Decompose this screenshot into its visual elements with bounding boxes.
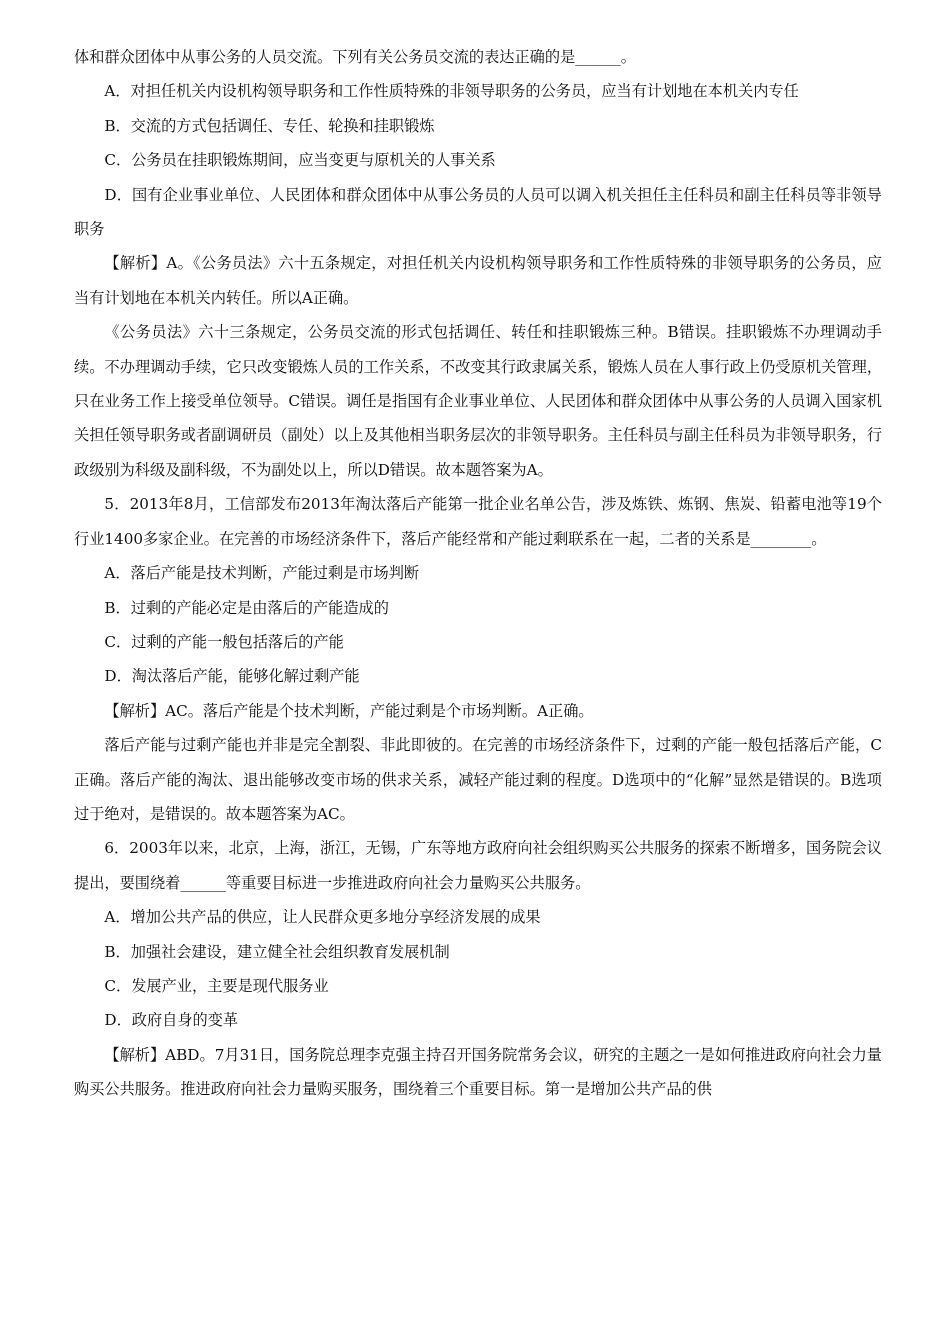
q6-option-b: B．加强社会建设，建立健全社会组织教育发展机制 (104, 942, 450, 961)
q6-option-c: C．发展产业，主要是现代服务业 (104, 976, 329, 995)
q5-option-c: C．过剩的产能一般包括落后的产能 (104, 632, 344, 651)
q6-analysis: 【解析】ABD。7月31日，国务院总理李克强主持召开国务院常务会议，研究的主题之一是如何推进政府向社会力量购买公共服务。推进政府向社会力量购买服务，围绕着三个重要目标。第一是增加公共产品的供 (74, 1045, 882, 1099)
q4-option-d: D．国有企业事业单位、人民团体和群众团体中从事公务员的人员可以调入机关担任主任科员和副主任科员等非领导职务 (74, 185, 882, 239)
q5-stem: 5．2013年8月，工信部发布2013年淘汰落后产能第一批企业名单公告，涉及炼铁、炼钢、焦炭、铅蓄电池等19个行业1400多家企业。在完善的市场经济条件下，落后产能经常和产能过剩联系在一起，二者的关系是________。 (74, 495, 882, 548)
document-page (74, 40, 882, 1107)
q5-option-d: D．淘汰落后产能，能够化解过剩产能 (104, 667, 360, 686)
q5-analysis-detail: 落后产能与过剩产能也并非是完全割裂、非此即彼的。在完善的市场经济条件下，过剩的产能一般包括落后产能，C正确。落后产能的淘汰、退出能够改变市场的供求关系，减轻产能过剩的程度。D选项中的“化解”显然是错误的。B选项过于绝对，是错误的。故本题答案为AC。 (74, 736, 882, 823)
q4-option-b: B．交流的方式包括调任、专任、轮换和挂职锻炼 (104, 116, 435, 135)
q5-option-a: A．落后产能是技术判断，产能过剩是市场判断 (104, 564, 420, 583)
q4-analysis: 【解析】A。《公务员法》六十五条规定，对担任机关内设机构领导职务和工作性质特殊的非领导职务的公务员，应当有计划地在本机关内转任。所以A正确。 (74, 254, 882, 307)
q6-option-d: D．政府自身的变革 (104, 1011, 239, 1030)
q5-option-b: B．过剩的产能必定是由落后的产能造成的 (104, 598, 389, 617)
q5-analysis: 【解析】AC。落后产能是个技术判断，产能过剩是个市场判断。A正确。 (104, 701, 594, 720)
q4-analysis-detail: 《公务员法》六十三条规定，公务员交流的形式包括调任、转任和挂职锻炼三种。B错误。挂职锻炼不办理调动手续。不办理调动手续，它只改变锻炼人员的工作关系，不改变其行政隶属关系，锻炼人员在人事行政上仍受原机关管理，只在业务工作上接受单位领导。C错误。调任是指国有企业事业单位、人民团体和群众团体中从事公务的人员调入国家机关担任领导职务或者副调研员（副处）以上及其他相当职务层次的非领导职务。主任科员与副主任科员为非领导职务，行政级别为科级及副科级，不为副处以上，所以D错误。故本题答案为A。 (74, 323, 882, 479)
q4-stem-tail: 体和群众团体中从事公务的人员交流。下列有关公务员交流的表达正确的是______。 (74, 48, 636, 66)
q4-option-c: C．公务员在挂职锻炼期间，应当变更与原机关的人事关系 (104, 151, 496, 170)
q6-option-a: A．增加公共产品的供应，让人民群众更多地分享经济发展的成果 (104, 908, 541, 927)
q6-stem: 6．2003年以来，北京，上海，浙江，无锡，广东等地方政府向社会组织购买公共服务的探索不断增多，国务院会议提出，要围绕着______等重要目标进一步推进政府向社会力量购买公共服务。 (74, 839, 882, 892)
q4-option-a: A．对担任机关内设机构领导职务和工作性质特殊的非领导职务的公务员，应当有计划地在本机关内专任 (104, 82, 799, 101)
